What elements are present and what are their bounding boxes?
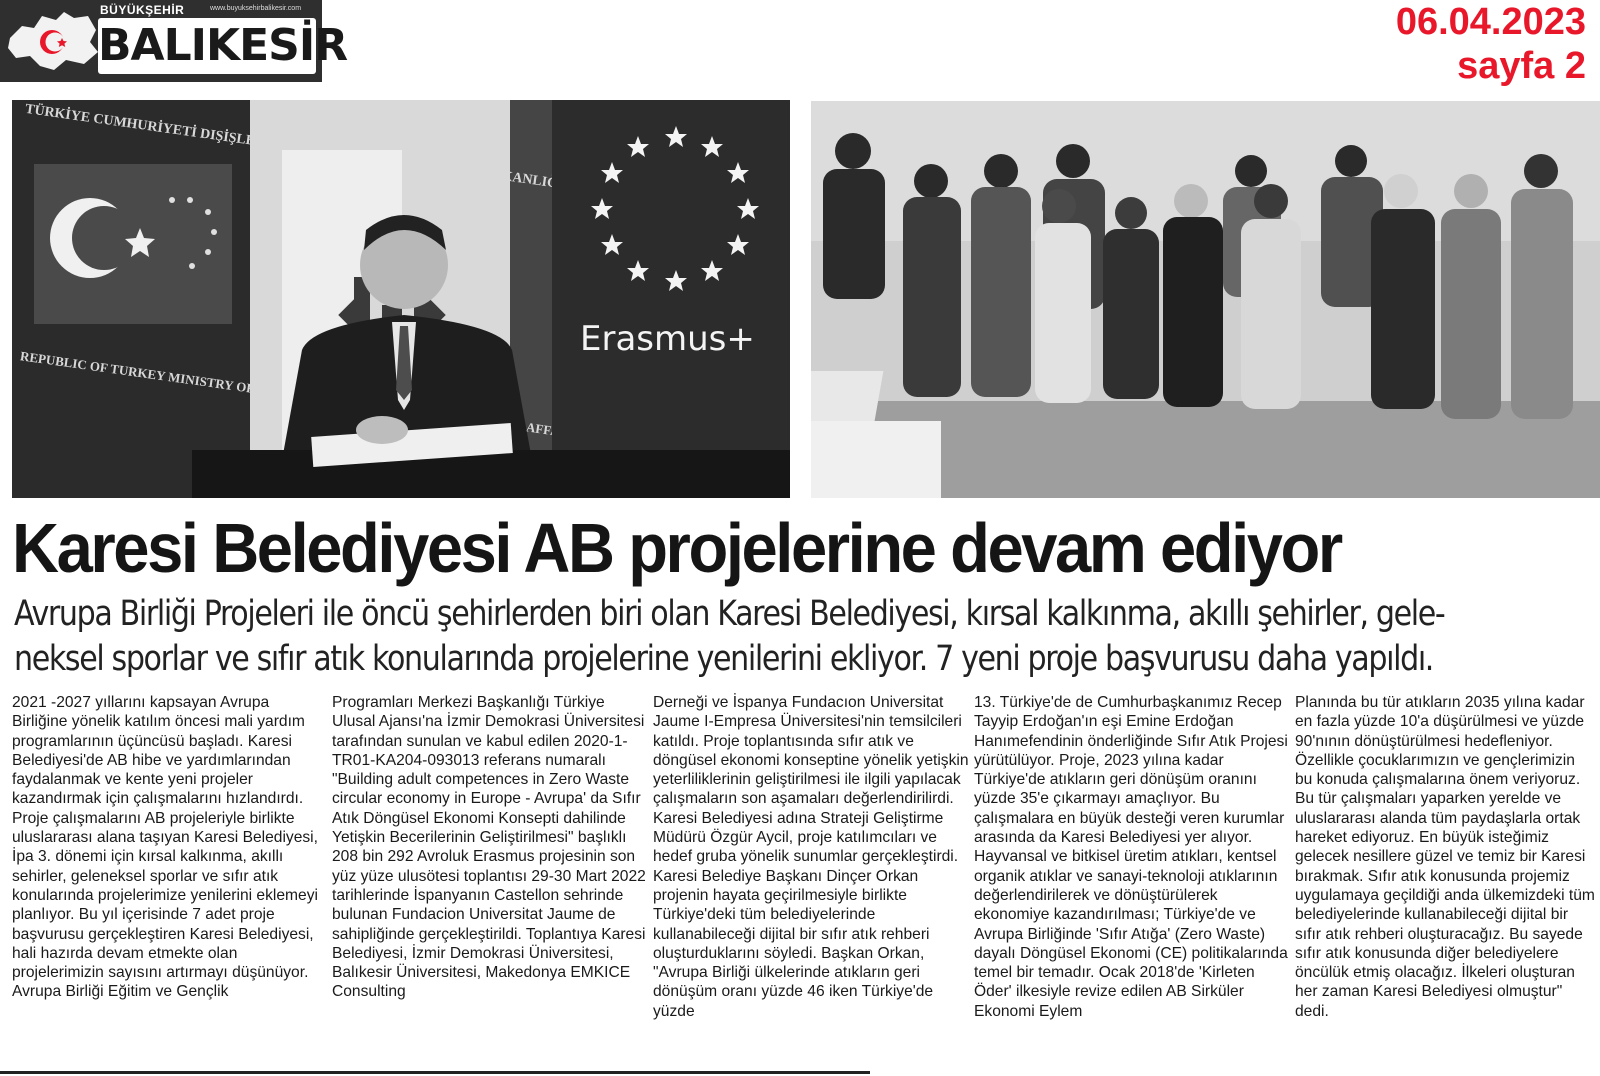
brand-name: BALIKESİR <box>98 18 316 74</box>
page-number: sayfa 2 <box>1457 45 1586 87</box>
dateline <box>1396 0 1586 88</box>
bottom-rule <box>0 1071 870 1074</box>
article-paragraph: 2021 -2027 yıllarını kapsayan Avrupa Birliğine yönelik katılım öncesi mali yardım programlarının üçüncüsü başladı. Karesi Belediyesi'de AB hibe ve yardımlarından faydalanmak ve kente yeni projeler kazandırmak için çalışmalarını hızlandırdı. Proje çalışmalarını AB projeleriyle birlikte uluslararası alana taşıyan Karesi Belediyesi, İpa 3. dönemi için kırsal kalkınma, akıllı sehirler, geleneksel sporlar ve sıfır atık konularında projelerimize yenilerini eklemeyi planlıyor. Bu yıl içerisinde 7 adet proje başvurusu gerçekleştiren Karesi Belediyesi, hali hazırda devam etmekte olan projelerimizin sayısını artırmayı düşünüyor. <box>12 694 318 982</box>
photo-project-group-illustration <box>811 101 1600 498</box>
article-column-5 <box>1295 693 1595 1021</box>
deck <box>14 592 1445 682</box>
deck-line-1: Avrupa Birliği Projeleri ile öncü şehirlerden biri olan Karesi Belediyesi, kırsal kalkınma, akıllı şehirler, gele- <box>14 594 1445 634</box>
photo-mayor-signing-illustration <box>12 100 790 498</box>
photo-project-group <box>811 101 1600 498</box>
photo-mayor-signing <box>12 100 790 498</box>
article-paragraph: Planında bu tür atıkların 2035 yılına kadar en fazla yüzde 10'a düşürülmesi ve yüzde 90'nının dönüştürülmesi hedefleniyor. Özellikle çocuklarımızın ve gençlerimizin bu konuda çalışmalarına önem veriyoruz. Bu tür çalışmaları yaparken yerelde ve uluslararası alanda tüm paydaşlarla ortak hareket ediyoruz. En büyük isteğimiz gelecek nesillere güzel ve temiz bir Karesi bırakmak. Sıfır atık konusunda projemiz uygulamaya geçildiği anda ülkemizdeki tüm belediyelerinde kullanabileceği dijital bir sıfır atık rehberi oluşturacağız. Bu sayede sıfır atık konusunda diğer belediyelere öncülük etmiş olacağız. İlkeleri oluşturan her zaman Karesi Belediyesi olmuştur" dedi. <box>1295 694 1595 1020</box>
article-paragraph: Programları Merkezi Başkanlığı Türkiye Ulusal Ajansı'na İzmir Demokrasi Üniversitesi tarafından sunulan ve kabul edilen 2020-1-TR01-KA204-093013 referans numaralı "Building adult competences in Zero Waste circular economy in Europe - Avrupa' da Sıfır Atık Döngüsel Ekonomi Konsepti dahilinde Yetişkin Becerilerinin Geliştirilmesi" başlıklı 208 bin 292 Avroluk Erasmus projesinin son yüz yüze ulusötesi toplantısı 29-30 Mart 2022 tarihlerinde İspanyanın Castellon sehrinde bulunan Fundacion Universitat Jaume de sahipliğinde gerçekleştirildi. Toplantıya Karesi Belediyesi, İzmir Demokrasi Üniversitesi, Balıkesir Üniversitesi, Makedonya EMKICE Consulting <box>332 694 646 1001</box>
article-column-4 <box>974 693 1290 1021</box>
article-paragraph: Avrupa Birliği Eğitim ve Gençlik <box>12 983 229 1001</box>
deck-line-2: neksel sporlar ve sıfır atık konularında projelerine yenilerini ekliyor. 7 yeni proje başvurusu daha yapıldı. <box>14 639 1433 679</box>
article-column-1 <box>12 693 328 1002</box>
article-paragraph: 13. Türkiye'de de Cumhurbaşkanımız Recep Tayyip Erdoğan'ın eşi Emine Erdoğan Hanımefendinin önderliğinde Sıfır Atık Projesi yürütülüyor. Proje, 2023 yılına kadar Türkiye'de atıkların geri dönüşüm oranını yüzde 35'e çıkarmayı amaçlıyor. Bu çalışmalara en büyük desteği veren kurumlar arasında da Karesi Belediyesi yer alıyor. Hayvansal ve bitkisel üretim atıkları, kentsel organik atıklar ve sanayi-teknoloji atıklarının değerlendirilerek ve dönüştürülerek ekonomiye kazandırılması; Türkiye'de ve Avrupa Birliğinde 'Sıfır Atığa' (Zero Waste) dayalı Döngüsel Ekonomi (CE) politikalarında temel bir temadır. Ocak 2018'de 'Kirleten Öder' ilkesiyle revize edilen AB Sirküler Ekonomi Eylem <box>974 694 1288 1020</box>
headline: Karesi Belediyesi AB projelerine devam ediyor <box>12 509 1341 587</box>
newspaper-logo <box>0 0 348 82</box>
brand-url: www.buyuksehirbalikesir.com <box>210 5 302 12</box>
brand-top-text: BÜYÜKŞEHİR <box>100 3 185 17</box>
banner-tr-text: TÜRKİYE CUMHURİYETİ DIŞİŞLERİ BAŞKANLIĞI <box>24 101 565 193</box>
article-paragraph: Derneği ve İspanya Fundacıon Universitat Jaume I-Empresa Üniversitesi'nin temsilcileri katıldı. Proje toplantısında sıfır atık ve döngüsel ekonomi konseptine yönelik yetişkin yeterliliklerinin geliştirilmesi ile ilgili yapılacak çalışmaların son aşamaları değerlendirilirdi. Karesi Belediyesi adına Strateji Geliştirme Müdürü Özgür Aycil, proje katılımcıları ve hedef gruba yönelik sunumlar gerçekleştirdi. Karesi Belediye Başkanı Dinçer Orkan projenin hayata geçirilmesiyle birlikte Türkiye'deki tüm belediyelerinde kullanabileceği dijital bir sıfır atık rehberi oluşturduklarını söyledi. Başkan Orkan, "Avrupa Birliği ülkelerinde atıkların geri dönüşüm oranı yüzde 46 iken Türkiye'de yüzde <box>653 694 969 1020</box>
banner-en-text: REPUBLIC OF TURKEY MINISTRY OF <box>19 348 255 396</box>
erasmus-logo-text: Erasmus+ <box>580 319 755 359</box>
article-column-2 <box>332 693 648 1002</box>
balikesir-map-icon <box>4 8 100 74</box>
article-column-3 <box>653 693 969 1021</box>
issue-date: 06.04.2023 <box>1395 1 1586 43</box>
